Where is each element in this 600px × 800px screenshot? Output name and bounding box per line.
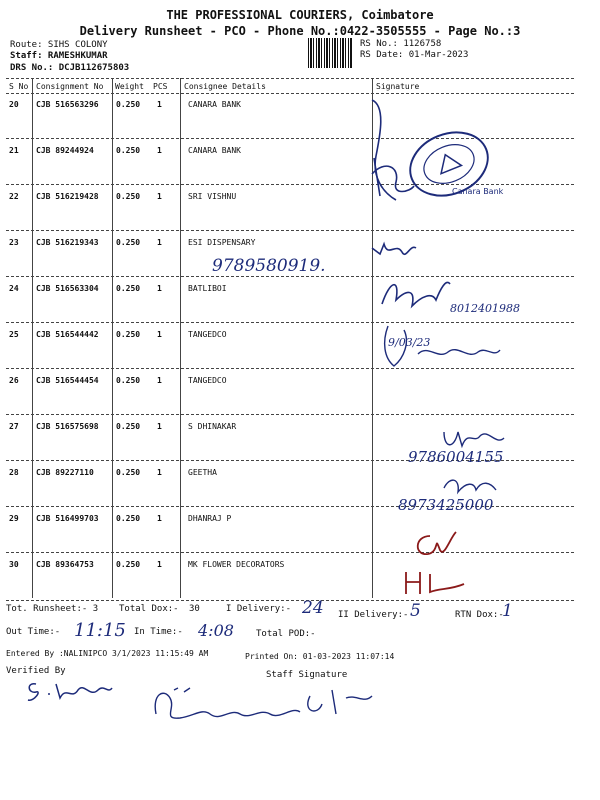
- row-consignee: MK FLOWER DECORATORS: [188, 560, 285, 569]
- signature-scribble: [440, 424, 510, 454]
- row-weight: 0.250: [116, 192, 141, 201]
- total-pod-label: Total POD:-: [256, 629, 316, 639]
- company-title: THE PROFESSIONAL COURIERS, Coimbatore: [166, 8, 434, 22]
- signature-scribble: [370, 238, 420, 264]
- rs-date: RS Date: 01-Mar-2023: [360, 50, 469, 60]
- signature-scribble: [376, 270, 456, 320]
- row-pcs: 1: [157, 192, 162, 201]
- col-weight: Weight: [115, 82, 144, 91]
- col-sno: S No: [9, 82, 29, 91]
- row-consignee: DHANRAJ P: [188, 514, 232, 523]
- entered-by: Entered By :NALINIPCO 3/1/2023 11:15:49 AM: [6, 649, 209, 658]
- row-consignee: TANGEDCO: [188, 376, 227, 385]
- in-time-value: 4:08: [198, 621, 234, 640]
- ii-delivery-label: II Delivery:-: [338, 610, 409, 620]
- row-weight: 0.250: [116, 330, 141, 339]
- tot-runsheet: Tot. Runsheet:- 3: [6, 604, 99, 614]
- row-weight: 0.250: [116, 146, 141, 155]
- out-time-value: 11:15: [74, 620, 126, 641]
- total-dox-label: Total Dox:-: [119, 604, 179, 614]
- row-weight: 0.250: [116, 284, 141, 293]
- row-consignment-no: CJB 516575698: [36, 422, 99, 431]
- verifier-signature: [26, 678, 116, 704]
- row-consignment-no: CJB 516563296: [36, 100, 99, 109]
- rtn-dox-label: RTN Dox:-: [455, 610, 504, 620]
- staff-label: Staff: RAMESHKUMAR: [10, 51, 108, 61]
- row-sno: 25: [9, 330, 19, 339]
- verified-by-label: Verified By: [6, 666, 66, 676]
- row-pcs: 1: [157, 330, 162, 339]
- handwritten-phone: 8973425000: [398, 496, 494, 514]
- row-sno: 21: [9, 146, 19, 155]
- handwritten-date: 9/03/23: [388, 336, 431, 349]
- row-divider: [6, 552, 574, 553]
- row-weight: 0.250: [116, 560, 141, 569]
- row-consignee: BATLIBOI: [188, 284, 227, 293]
- row-weight: 0.250: [116, 238, 141, 247]
- ii-delivery-value: 5: [410, 601, 421, 621]
- row-consignee: SRI VISHNU: [188, 192, 237, 201]
- row-sno: 27: [9, 422, 19, 431]
- row-divider: [6, 368, 574, 369]
- handwritten-phone: 8012401988: [450, 302, 520, 315]
- row-sno: 30: [9, 560, 19, 569]
- row-weight: 0.250: [116, 422, 141, 431]
- row-pcs: 1: [157, 146, 162, 155]
- row-divider: [6, 414, 574, 415]
- row-sno: 26: [9, 376, 19, 385]
- row-pcs: 1: [157, 560, 162, 569]
- col-consignment: Consignment No: [36, 82, 104, 91]
- row-sno: 23: [9, 238, 19, 247]
- header-bottom-rule: [6, 93, 574, 94]
- row-divider: [6, 322, 574, 323]
- signature-scribble: [380, 322, 420, 372]
- row-consignee: TANGEDCO: [188, 330, 227, 339]
- drs-number: DRS No.: DCJB112675803: [10, 63, 130, 73]
- row-consignee: S DHINAKAR: [188, 422, 237, 431]
- signature-scribble: [400, 568, 470, 598]
- stamp-text: Canara Bank: [452, 187, 504, 196]
- rtn-dox-value: 1: [502, 601, 513, 621]
- signature-scribble: [414, 340, 504, 364]
- row-consignment-no: CJB 516219343: [36, 238, 99, 247]
- row-consignee: CANARA BANK: [188, 100, 241, 109]
- row-sno: 20: [9, 100, 19, 109]
- staff-signature-label: Staff Signature: [266, 670, 348, 680]
- runsheet-subtitle: Delivery Runsheet - PCO - Phone No.:0422-3505555 - Page No.:3: [79, 24, 521, 38]
- col-divider: [32, 78, 33, 598]
- signature-scribble: [410, 528, 460, 562]
- row-consignment-no: CJB 89244924: [36, 146, 94, 155]
- row-weight: 0.250: [116, 514, 141, 523]
- rs-number: RS No.: 1126758: [360, 39, 442, 49]
- staff-signature: [150, 684, 380, 730]
- header-top-rule: [6, 78, 574, 79]
- row-pcs: 1: [157, 100, 162, 109]
- barcode: [308, 38, 352, 68]
- row-consignee: CANARA BANK: [188, 146, 241, 155]
- col-signature: Signature: [376, 82, 420, 91]
- total-dox-value: 30: [189, 604, 200, 614]
- row-sno: 24: [9, 284, 19, 293]
- row-consignee: ESI DISPENSARY: [188, 238, 256, 247]
- col-pcs: PCS: [153, 82, 168, 91]
- row-consignment-no: CJB 89364753: [36, 560, 94, 569]
- handwritten-phone: 9786004155: [408, 448, 504, 466]
- row-divider: [6, 230, 574, 231]
- col-divider: [112, 78, 113, 598]
- route-label: Route: SIHS COLONY: [10, 40, 108, 50]
- row-consignment-no: CJB 516563304: [36, 284, 99, 293]
- col-divider: [180, 78, 181, 598]
- row-sno: 29: [9, 514, 19, 523]
- signature-scribble: [440, 474, 500, 498]
- row-sno: 22: [9, 192, 19, 201]
- row-consignment-no: CJB 516219428: [36, 192, 99, 201]
- col-consignee: Consignee Details: [184, 82, 266, 91]
- row-sno: 28: [9, 468, 19, 477]
- row-consignment-no: CJB 89227110: [36, 468, 94, 477]
- row-consignment-no: CJB 516544454: [36, 376, 99, 385]
- row-consignment-no: CJB 516544442: [36, 330, 99, 339]
- row-weight: 0.250: [116, 468, 141, 477]
- signature-scribble: [370, 152, 420, 202]
- handwritten-phone: 9789580919.: [212, 256, 326, 276]
- row-weight: 0.250: [116, 376, 141, 385]
- printed-on: Printed On: 01-03-2023 11:07:14: [245, 652, 395, 661]
- i-delivery-value: 24: [302, 598, 324, 618]
- row-pcs: 1: [157, 238, 162, 247]
- i-delivery-label: I Delivery:-: [226, 604, 292, 614]
- table-bottom-rule: [6, 600, 574, 601]
- row-pcs: 1: [157, 468, 162, 477]
- row-consignment-no: CJB 516499703: [36, 514, 99, 523]
- row-divider: [6, 276, 574, 277]
- row-pcs: 1: [157, 376, 162, 385]
- row-pcs: 1: [157, 422, 162, 431]
- in-time-label: In Time:-: [134, 627, 183, 637]
- out-time-label: Out Time:-: [6, 627, 61, 637]
- row-pcs: 1: [157, 514, 162, 523]
- row-pcs: 1: [157, 284, 162, 293]
- row-weight: 0.250: [116, 100, 141, 109]
- row-consignee: GEETHA: [188, 468, 217, 477]
